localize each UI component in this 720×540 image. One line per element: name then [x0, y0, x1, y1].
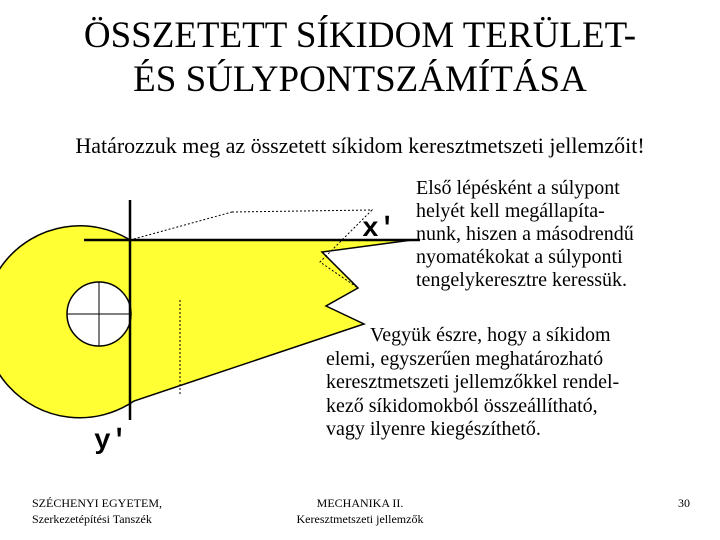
paragraph1-line: tengelykeresztre keressük. [416, 269, 628, 291]
title-line-2: ÉS SÚLYPONTSZÁMÍTÁSA [133, 59, 587, 100]
footer-institution [32, 495, 162, 527]
paragraph1-line: helyét kell megállapíta- [416, 200, 605, 222]
paragraph2-line: kező síkidomokból összeállítható, [326, 394, 598, 417]
paragraph2-line: keresztmetszeti jellemzőkkel rendel- [326, 371, 620, 393]
paragraph1-line: nyomatékokat a súlyponti [416, 246, 623, 268]
paragraph2-line: Vegyük észre, hogy a síkidom [370, 324, 611, 346]
paragraph2-line: vagy ilyenre kiegészíthető. [326, 418, 541, 440]
footer-department: Szerkezetépítési Tanszék [32, 512, 152, 526]
footer-university: SZÉCHENYI EGYETEM, [32, 496, 162, 510]
slide-subtitle: Határozzuk meg az összetett síkidom keresztmetszeti jellemzőit! [75, 133, 645, 158]
left-dashed-edge [130, 212, 232, 240]
paragraph2-line: elemi, egyszerűen meghatározható [326, 347, 604, 370]
title-line-1: ÖSSZETETT SÍKIDOM TERÜLET- [83, 15, 637, 56]
footer-course [260, 495, 460, 527]
x-prime-axis-label: x' [362, 214, 396, 245]
page-number: 30 [678, 496, 690, 510]
paragraph-centroid [416, 177, 716, 292]
paragraph-decomposition [326, 324, 716, 442]
footer-course-title: MECHANIKA II. [316, 496, 404, 510]
paragraph1-line: nunk, hiszen a másodrendű [416, 223, 634, 245]
paragraph1-line: Első lépésként a súlypont [416, 177, 620, 199]
y-prime-axis-label: y' [94, 426, 128, 457]
footer-course-topic: Keresztmetszeti jellemzők [296, 512, 424, 526]
